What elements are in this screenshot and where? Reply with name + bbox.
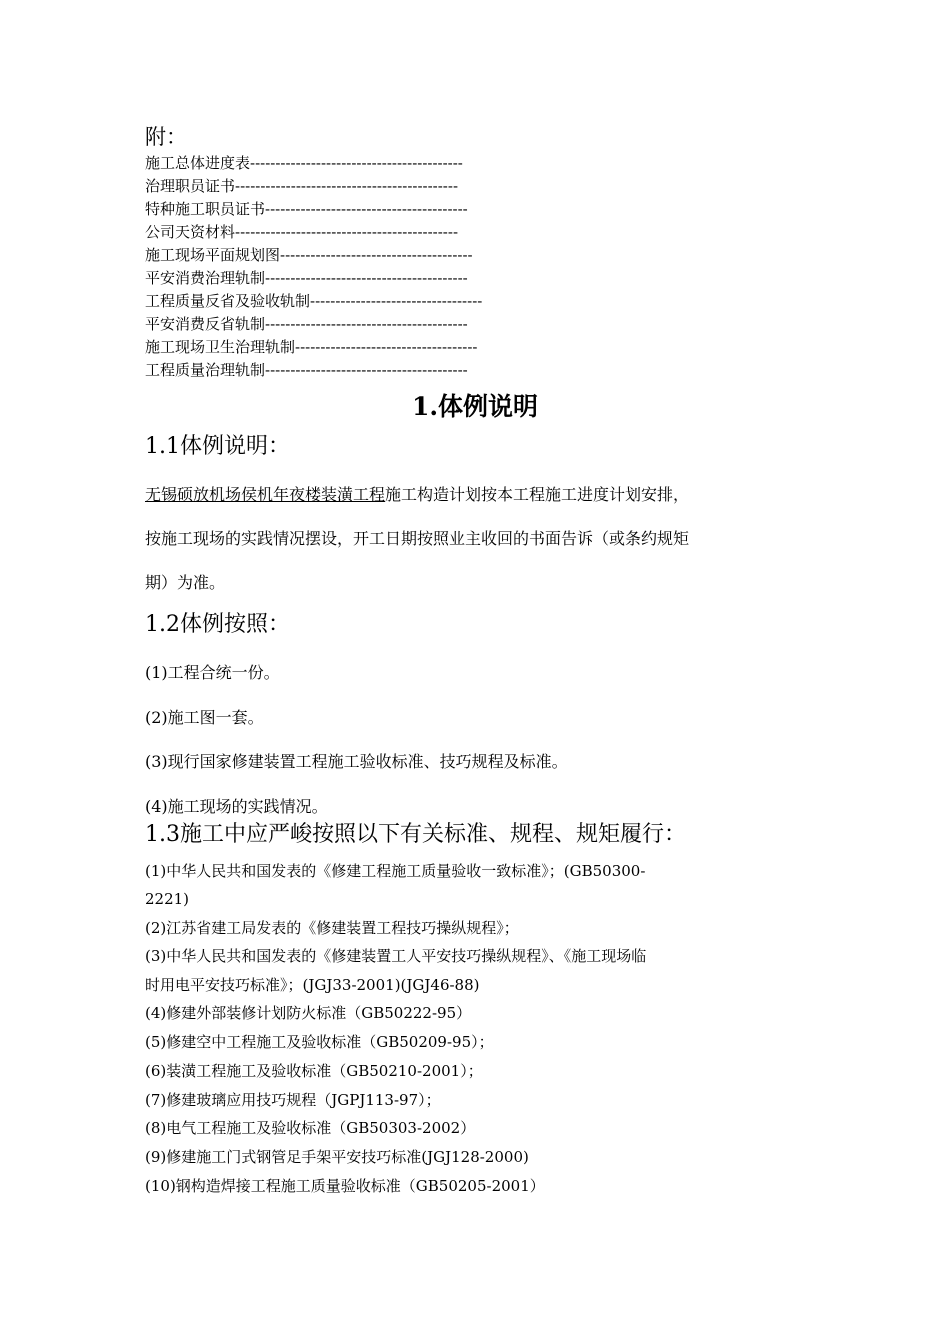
attachment-item: 工程质量反省及验收轨制---------------------------------- bbox=[145, 292, 483, 310]
standard-line: (1)中华人民共和国发表的《修建工程施工质量验收一致标准》；(GB50300- bbox=[145, 862, 646, 880]
attachments-label: 附： bbox=[145, 125, 187, 149]
attachment-item: 平安消费治理轨制---------------------------------------- bbox=[145, 269, 468, 287]
standard-line: (2)江苏省建工局发表的《修建装置工程技巧操纵规程》； bbox=[145, 919, 519, 937]
standard-line: (8)电气工程施工及验收标准（GB50303-2002） bbox=[145, 1119, 476, 1137]
standard-line: (9)修建施工门式钢管足手架平安技巧标准(JGJ128-2000) bbox=[145, 1148, 529, 1166]
standard-line: (6)装潢工程施工及验收标准（GB50210-2001）； bbox=[145, 1062, 483, 1080]
paragraph-line: 按施工现场的实践情况摆设，开工日期按照业主收回的书面告诉（或条约规矩 bbox=[145, 529, 690, 548]
project-name: 无锡硕放机场侯机年夜楼装潢工程 bbox=[145, 485, 386, 504]
list-item: (3)现行国家修建装置工程施工验收标准、技巧规程及标准。 bbox=[145, 752, 568, 771]
paragraph-line bbox=[145, 484, 689, 506]
list-item: (4)施工现场的实践情况。 bbox=[145, 797, 328, 816]
paragraph-line: 期）为准。 bbox=[145, 573, 226, 592]
standard-line: (3)中华人民共和国发表的《修建装置工人平安技巧操纵规程》、《施工现场临 bbox=[145, 947, 647, 965]
subsection-heading-1-2: 1.2体例按照： bbox=[145, 612, 290, 637]
standard-line: (10)钢构造焊接工程施工质量验收标准（GB50205-2001） bbox=[145, 1177, 545, 1195]
standard-line: (4)修建外部装修计划防火标准（GB50222-95） bbox=[145, 1004, 472, 1022]
attachment-item: 公司天资材料-------------------------------------------- bbox=[145, 223, 459, 241]
paragraph-text: 施工构造计划按本工程施工进度计划安排， bbox=[385, 485, 690, 504]
standard-line: 2221) bbox=[145, 890, 190, 908]
attachment-item: 施工现场平面规划图-------------------------------------- bbox=[145, 246, 473, 264]
attachment-item: 治理职员证书-------------------------------------------- bbox=[145, 177, 459, 195]
standard-line: 时用电平安技巧标准》；(JGJ33-2001)(JGJ46-88) bbox=[145, 976, 480, 994]
attachment-item: 平安消费反省轨制---------------------------------------- bbox=[145, 315, 468, 333]
attachment-item: 施工现场卫生治理轨制------------------------------------ bbox=[145, 338, 478, 356]
section-heading: 1.体例说明 bbox=[411, 392, 539, 421]
subsection-heading-1-3: 1.3施工中应严峻按照以下有关标准、规程、规矩履行： bbox=[145, 822, 686, 847]
attachment-item: 施工总体进度表------------------------------------------ bbox=[145, 154, 463, 172]
subsection-heading-1-1: 1.1体例说明： bbox=[145, 434, 290, 459]
standard-line: (5)修建空中工程施工及验收标准（GB50209-95）； bbox=[145, 1033, 494, 1051]
list-item: (1)工程合统一份。 bbox=[145, 663, 280, 682]
attachment-item: 工程质量治理轨制---------------------------------------- bbox=[145, 361, 468, 379]
attachment-item: 特种施工职员证书---------------------------------------- bbox=[145, 200, 468, 218]
attachments-list bbox=[145, 152, 545, 382]
list-item: (2)施工图一套。 bbox=[145, 708, 264, 727]
standard-line: (7)修建玻璃应用技巧规程（JGPJ113-97）； bbox=[145, 1091, 441, 1109]
